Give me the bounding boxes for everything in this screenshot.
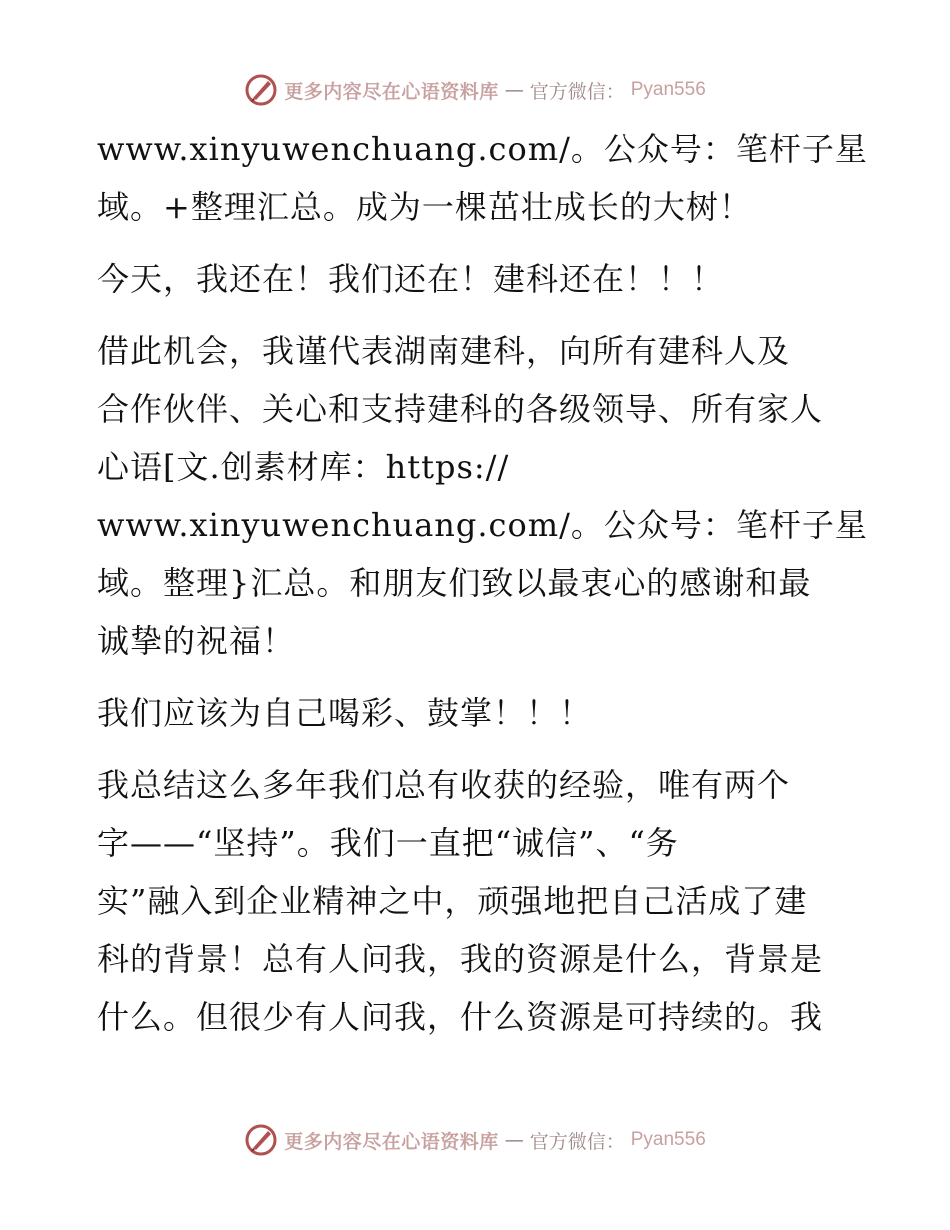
header-brand-text: 更多内容尽在心语资料库 [284,80,499,103]
footer-dash: — [504,1129,524,1151]
header-dash: — [504,79,524,101]
text-line: 什么。但很少有人问我，什么资源是可持续的。我 [97,998,824,1036]
text-line: 我们应该为自己喝彩、鼓掌！！！ [97,694,593,732]
paragraph-2 [97,250,857,308]
paragraph-1 [97,120,868,236]
footer-watermark [0,1120,950,1160]
text-line: 我总结这么多年我们总有收获的经验，唯有两个 [97,766,791,804]
text-line: 域。整理}汇总。和朋友们致以最衷心的感谢和最 [97,564,812,602]
text-line: www.xinyuwenchuang.com/。公众号：笔杆子星 [97,130,868,168]
body-text [97,120,868,1046]
text-line: 实”融入到企业精神之中，顽强地把自己活成了建 [97,882,808,920]
text-line: 借此机会，我谨代表湖南建科，向所有建科人及 [97,332,791,370]
text-line: 域。+整理汇总。成为一棵茁壮成长的大树！ [97,188,752,226]
footer-brand-text: 更多内容尽在心语资料库 [284,1130,499,1153]
header-wechat-label: 官方微信： [529,80,625,103]
paragraph-3 [97,322,868,670]
text-line: www.xinyuwenchuang.com/。公众号：笔杆子星 [97,506,868,544]
text-line: 科的背景！总有人问我，我的资源是什么，背景是 [97,940,824,978]
text-line: 今天，我还在！我们还在！建科还在！！！ [97,260,725,298]
quill-logo-icon [244,73,278,107]
footer-wechat-id: Pyan556 [630,1129,706,1150]
paragraph-5 [97,756,857,1046]
paragraph-4 [97,684,857,742]
text-line: 诚挚的祝福！ [97,622,296,660]
header-watermark [0,70,950,110]
footer-wechat-label: 官方微信： [529,1130,625,1153]
quill-logo-icon [244,1123,278,1157]
text-line: 字——“坚持”。我们一直把“诚信”、“务 [97,824,679,862]
text-line: 合作伙伴、关心和支持建科的各级领导、所有家人 [97,390,824,428]
header-wechat-id: Pyan556 [630,79,706,100]
text-line: 心语[文.创素材库：https:// [97,448,510,486]
